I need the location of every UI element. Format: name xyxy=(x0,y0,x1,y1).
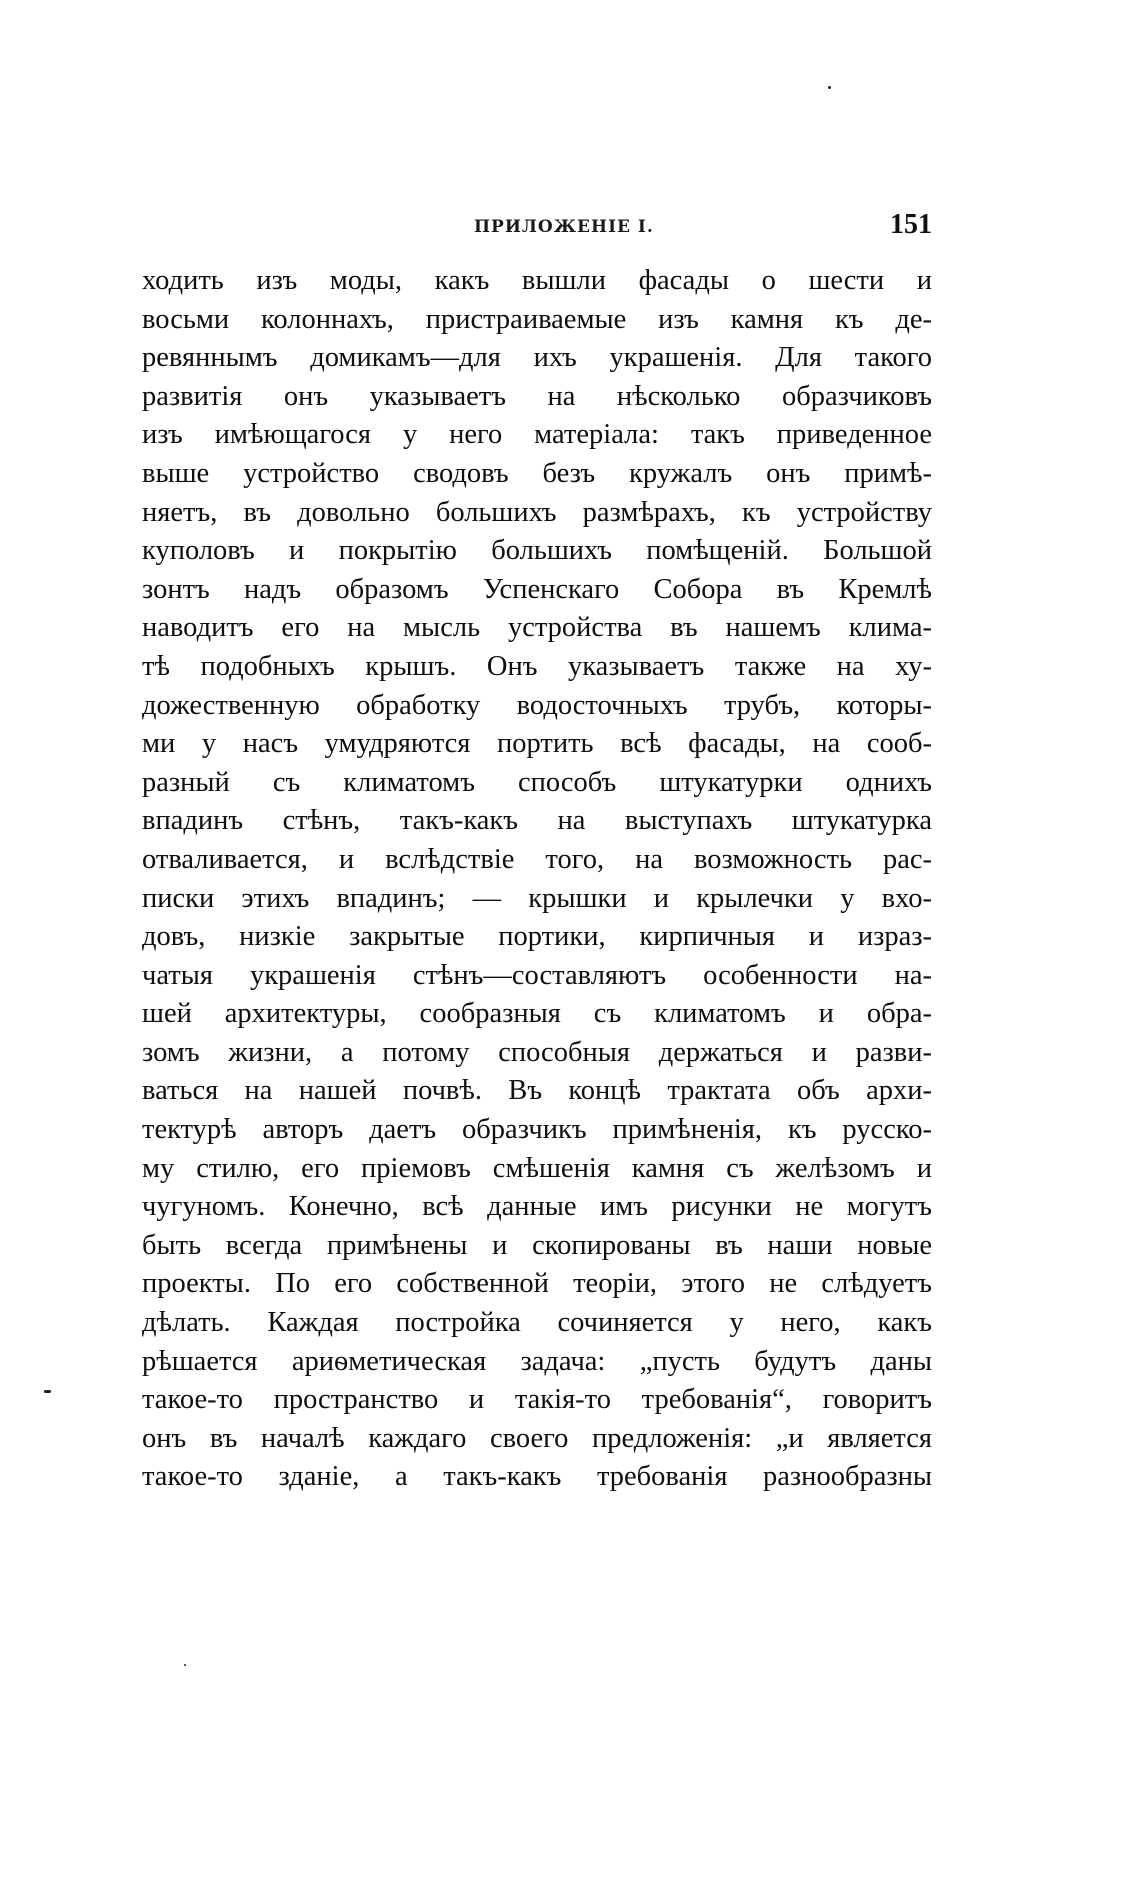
text-line: дожественную обработку водосточныхъ трубъ, которы- xyxy=(142,689,932,721)
text-line: ходить изъ моды, какъ вышли фасады о шести и xyxy=(142,265,932,296)
text-line: такое-то пространство и такія-то требованія“, говоритъ xyxy=(142,1384,932,1416)
text-line: развитія онъ указываетъ на нѣсколько образчиковъ xyxy=(142,380,932,412)
text-line: отваливается, и вслѣдствіе того, на возможность рас- xyxy=(142,843,932,875)
text-line: ревяннымъ домикамъ—для ихъ украшенія. Для такого xyxy=(142,342,932,374)
text-line: дѣлать. Каждая постройка сочиняется у него, какъ xyxy=(142,1307,932,1339)
text-line: ми у насъ умудряются портить всѣ фасады, на сооб- xyxy=(142,728,932,760)
text-line: зомъ жизни, а потому способныя держаться и разви- xyxy=(142,1036,932,1068)
text-line: довъ, низкіе закрытые портики, кирпичныя и израз- xyxy=(142,921,932,953)
text-line: чатыя украшенія стѣнъ—составляютъ особенности на- xyxy=(142,959,932,991)
text-line: няетъ, въ довольно большихъ размѣрахъ, къ устройству xyxy=(142,496,932,528)
text-line: выше устройство сводовъ безъ кружалъ онъ примѣ- xyxy=(142,457,932,489)
text-line: изъ имѣющагося у него матеріала: такъ приведенное xyxy=(142,419,932,451)
running-head xyxy=(142,209,932,242)
text-line: впадинъ стѣнъ, такъ-какъ на выступахъ штукатурка xyxy=(142,805,932,837)
text-line: разный съ климатомъ способъ штукатурки однихъ xyxy=(142,766,932,798)
text-line: тѣ подобныхъ крышъ. Онъ указываетъ также на ху- xyxy=(142,650,932,682)
text-line: зонтъ надъ образомъ Успенскаго Собора въ Кремлѣ xyxy=(142,573,932,605)
text-line: рѣшается ариѳметическая задача: „пусть будутъ даны xyxy=(142,1345,932,1377)
text-line: чугуномъ. Конечно, всѣ данные имъ рисунки не могутъ xyxy=(142,1191,932,1223)
text-line: писки этихъ впадинъ; — крышки и крылечки у вхо- xyxy=(142,882,932,914)
text-line: восьми колоннахъ, пристраиваемые изъ камня къ де- xyxy=(142,303,932,335)
text-line: тектурѣ авторъ даетъ образчикъ примѣненія, къ русско- xyxy=(142,1114,932,1146)
text-line: такое-то зданіе, а такъ-какъ требованія разнообразны xyxy=(142,1461,932,1493)
body-text xyxy=(142,262,932,1497)
text-line: наводитъ его на мысль устройства въ нашемъ клима- xyxy=(142,612,932,644)
text-line: куполовъ и покрытію большихъ помѣщеній. Большой xyxy=(142,535,932,567)
text-line: онъ въ началѣ каждаго своего предложенія: „и является xyxy=(142,1422,932,1454)
text-line: шей архитектуры, сообразныя съ климатомъ и обра- xyxy=(142,998,932,1030)
ink-speck xyxy=(828,86,831,89)
text-line: проекты. По его собственной теоріи, этого не слѣдуетъ xyxy=(142,1268,932,1300)
text-line: ваться на нашей почвѣ. Въ концѣ трактата объ архи- xyxy=(142,1075,932,1107)
ink-speck xyxy=(44,1390,51,1393)
text-line: быть всегда примѣнены и скопированы въ наши новые xyxy=(142,1229,932,1261)
text-line: му стилю, его пріемовъ смѣшенія камня съ желѣзомъ и xyxy=(142,1152,932,1184)
running-title: ПРИЛОЖЕНІЕ I. xyxy=(474,217,654,237)
ink-speck xyxy=(184,1664,186,1666)
page-number: 151 xyxy=(890,209,932,240)
